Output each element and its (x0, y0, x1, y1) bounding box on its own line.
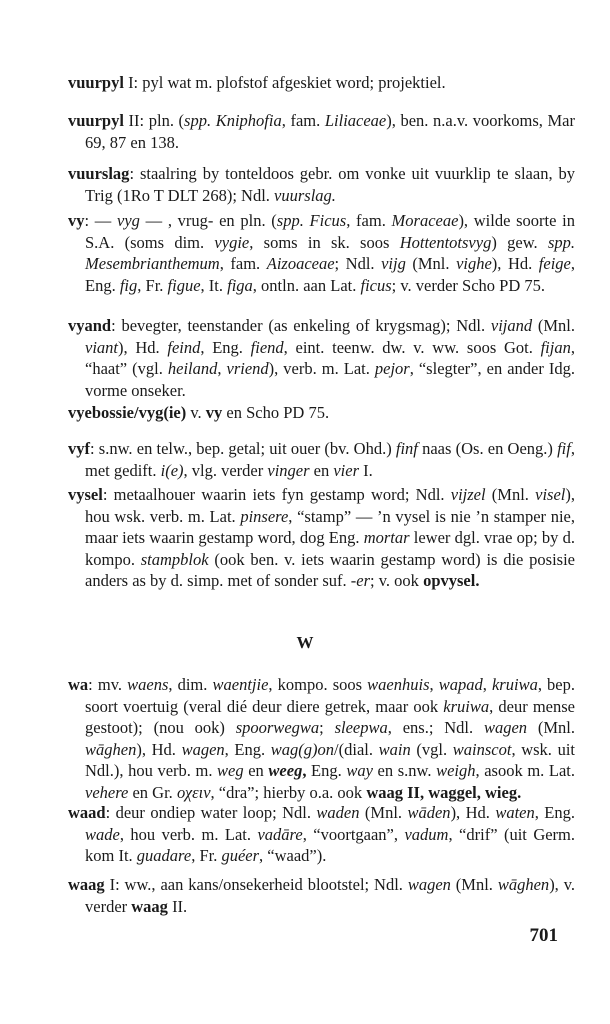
entry-vuurpyl-2: vuurpyl II: pln. (spp. Kniphofia, fam. Liliaceae), ben. n.a.v. voorkoms, Mar 69, 87 en 138. (68, 111, 575, 152)
page-number: 701 (529, 925, 558, 946)
entry-vyf: vyf: s.nw. en telw., bep. getal; uit ouer (bv. Ohd.) finf naas (Os. en Oeng.) fif, met gedift. i(e), vlg. verder vinger en vier I. (68, 439, 575, 480)
section-letter: W (296, 633, 314, 652)
entry-vysel: vysel: metaalhouer waarin iets fyn gestamp word; Ndl. vijzel (Mnl. visel), hou wsk. verb. m. Lat. pinsere, “stamp” — ’n vysel is nie ’n stamper nie, maar iets waarin gestamp word, dog Eng. mortar lewer dgl. vrae op; by d. kompo. stampblok (ook ben. v. iets waarin gestamp word) is die posisie anders as by d. simp. met of sonder suf. -er; v. ook opvysel. (68, 485, 576, 590)
entry-wa: wa: mv. waens, dim. waentjie, kompo. soos waenhuis, wapad, kruiwa, bep. soort voertuig (veral dié deur diere getrek, maar ook kruiwa, deur mense gestoot); (nou ook) spoorwegwa; sleepwa, ens.; Ndl. wagen (Mnl. wāghen), Hd. wagen, Eng. wag(g)on/(dial. wain (vgl. wainscot, wsk. uit Ndl.), hou verb. m. weg en weeg, Eng. way en s.nw. weigh, asook m. Lat. vehere en Gr. οχειν, “dra”; hierby o.a. ook waag II, waggel, wieg. (68, 675, 576, 802)
entry-waad: waad: deur ondiep water loop; Ndl. waden (Mnl. wāden), Hd. waten, Eng. wade, hou verb. m. Lat. vadāre, “voortgaan”, vadum, “drif” (uit Germ. kom It. guadare, Fr. guéer, “waad”). (68, 803, 576, 865)
entry-vy: vy: — vyg — , vrug- en pln. (spp. Ficus, fam. Moraceae), wilde soorte in S.A. (soms dim. vygie, soms in sk. soos Hottentotsvyg) gew. spp. Mesembrianthemum, fam. Aizoaceae; Ndl. vijg (Mnl. vighe), Hd. feige, Eng. fig, Fr. figue, It. figa, ontln. aan Lat. ficus; v. verder Scho PD 75. (68, 211, 575, 295)
entry-vyebossie: vyebossie/vyg(ie) v. vy en Scho PD 75. (68, 403, 330, 422)
entry-vyand: vyand: bevegter, teenstander (as enkeling of krygsmag); Ndl. vijand (Mnl. viant), Hd. feind, Eng. fiend, eint. teenw. dw. v. ww. soos Got. fijan, “haat” (vgl. heiland, vriend), verb. m. Lat. pejor, “slegter”, en ander Idg. vorme onseker. (68, 316, 575, 400)
entry-vuurslag: vuurslag: staalring by tonteldoos gebr. om vonke uit vuurklip te slaan, by Trig (1Ro T DLT 268); Ndl. vuurslag. (68, 164, 575, 205)
entry-waag-1: waag I: ww., aan kans/onsekerheid blootstel; Ndl. wagen (Mnl. wāghen), v. verder waag II. (68, 875, 576, 916)
entry-vuurpyl-1: vuurpyl I: pyl wat m. plofstof afgeskiet word; projektiel. (68, 73, 446, 92)
